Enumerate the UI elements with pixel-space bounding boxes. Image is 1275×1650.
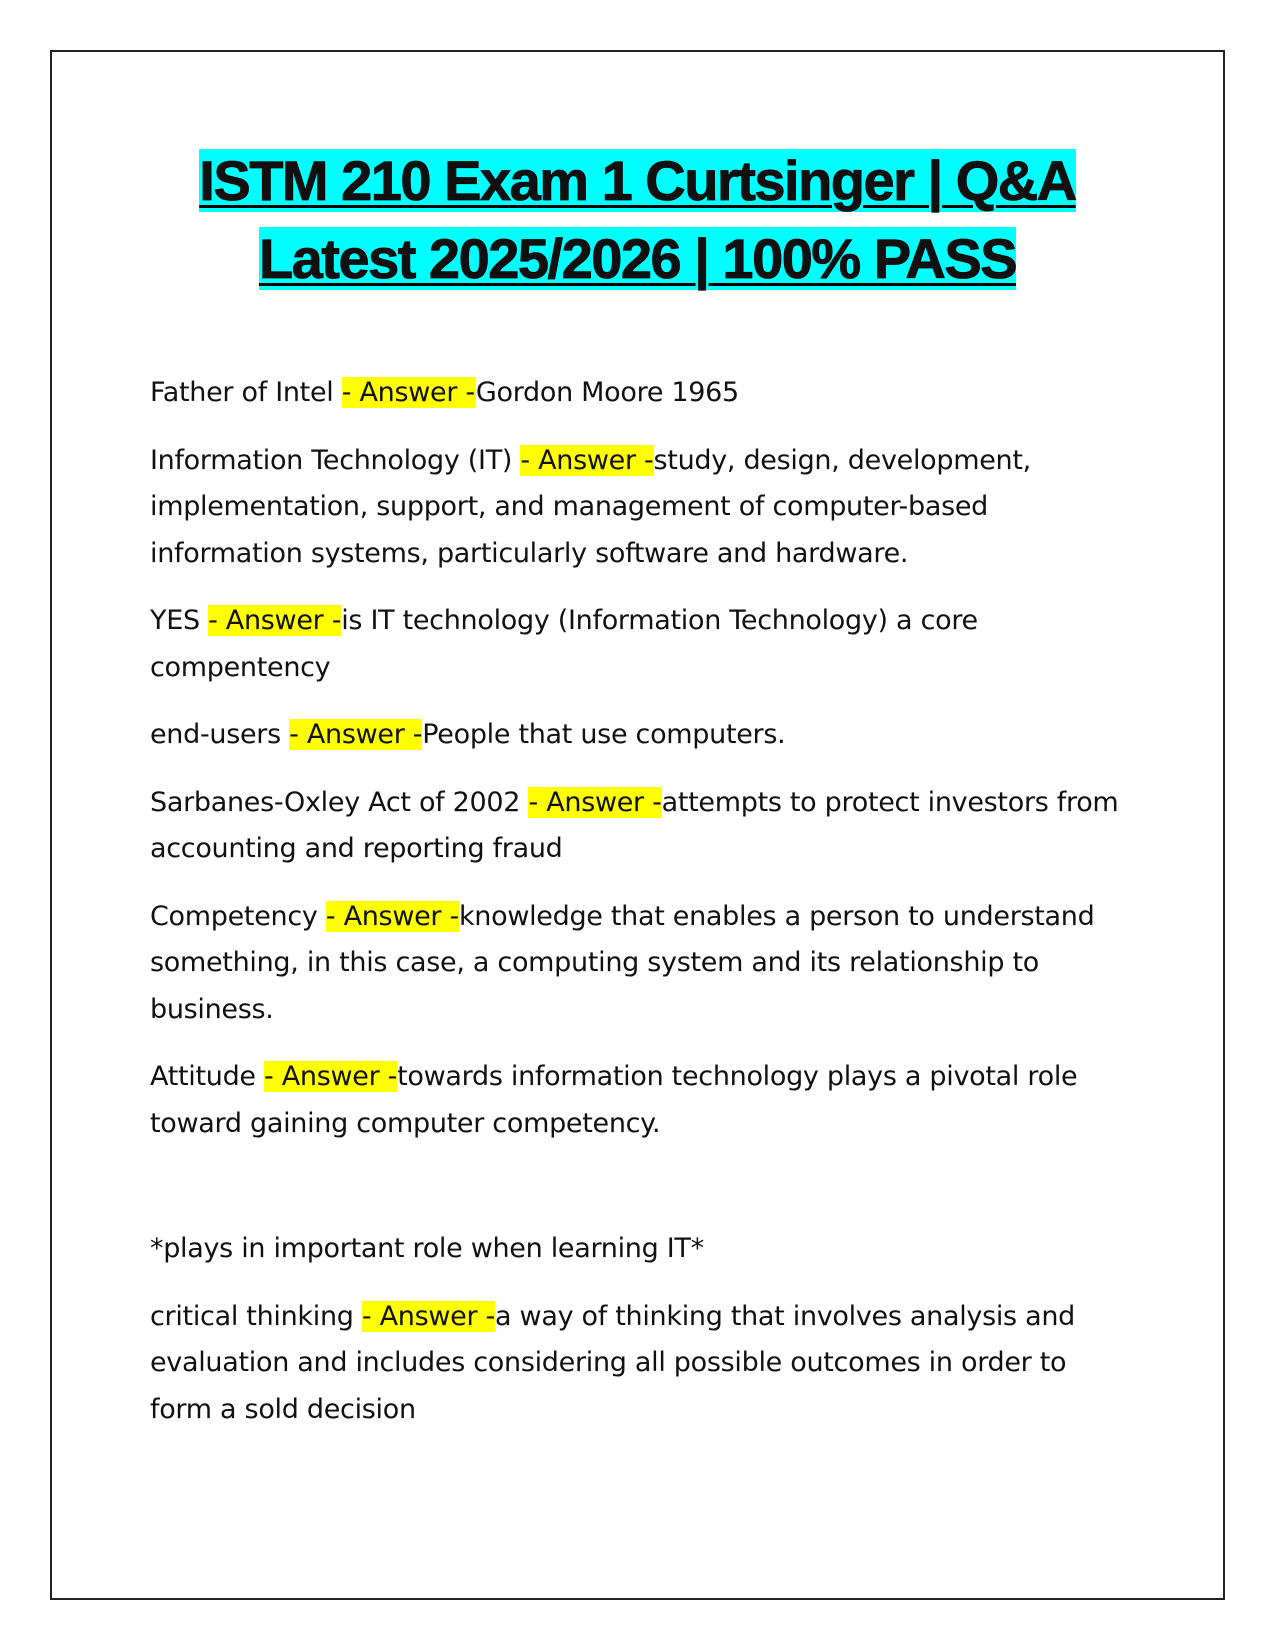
document-title <box>50 142 1225 298</box>
term: Competency <box>150 900 326 932</box>
answer-marker: - Answer - <box>325 900 459 932</box>
term: critical thinking <box>150 1300 362 1332</box>
qa-entry <box>150 370 1125 417</box>
term: end-users <box>150 719 290 750</box>
title-line-1: ISTM 210 Exam 1 Curtsinger | Q&A <box>199 149 1076 212</box>
title-line-2: Latest 2025/2026 | 100% PASS <box>258 227 1017 290</box>
answer-marker: - Answer - <box>528 786 662 818</box>
note: *plays in important role when learning IT* <box>150 1233 704 1264</box>
answer-marker: - Answer - <box>361 1300 496 1332</box>
answer: a way of thinking that involves analysis and evaluation and includes considering all possible outcomes in order to form a sold decision <box>150 1300 1075 1425</box>
spacer <box>150 1168 1125 1226</box>
answer: People that use computers. <box>422 719 786 750</box>
qa-entry <box>150 894 1125 1034</box>
answer: knowledge that enables a person to understand something, in this case, a computing system and its relationship to business. <box>150 900 1095 1025</box>
qa-entry <box>150 1294 1125 1434</box>
answer-marker: - Answer - <box>520 444 654 476</box>
answer: attempts to protect investors from accounting and reporting fraud <box>150 786 1119 864</box>
answer: Gordon Moore 1965 <box>475 377 739 408</box>
qa-entry <box>150 598 1125 691</box>
answer: is IT technology (Information Technology) a core compentency <box>150 605 978 683</box>
qa-entry <box>150 438 1125 578</box>
term: Father of Intel <box>150 377 342 408</box>
answer-marker: - Answer - <box>208 605 342 636</box>
answer-marker: - Answer - <box>341 377 476 408</box>
term: Attitude <box>150 1061 265 1092</box>
term: Sarbanes-Oxley Act of 2002 <box>150 786 529 818</box>
qa-entry <box>150 1054 1125 1147</box>
answer-marker: - Answer - <box>289 719 423 750</box>
answer: towards information technology plays a pivotal role toward gaining computer competency. <box>150 1061 1078 1139</box>
qa-entry <box>150 780 1125 873</box>
qa-list <box>150 370 1125 1454</box>
answer: study, design, development, implementation, support, and management of computer-based information systems, particularly software and hardware. <box>150 444 1031 569</box>
term: YES <box>150 605 209 636</box>
term: Information Technology (IT) <box>150 444 521 476</box>
answer-marker: - Answer - <box>264 1061 398 1092</box>
qa-entry <box>150 712 1125 759</box>
